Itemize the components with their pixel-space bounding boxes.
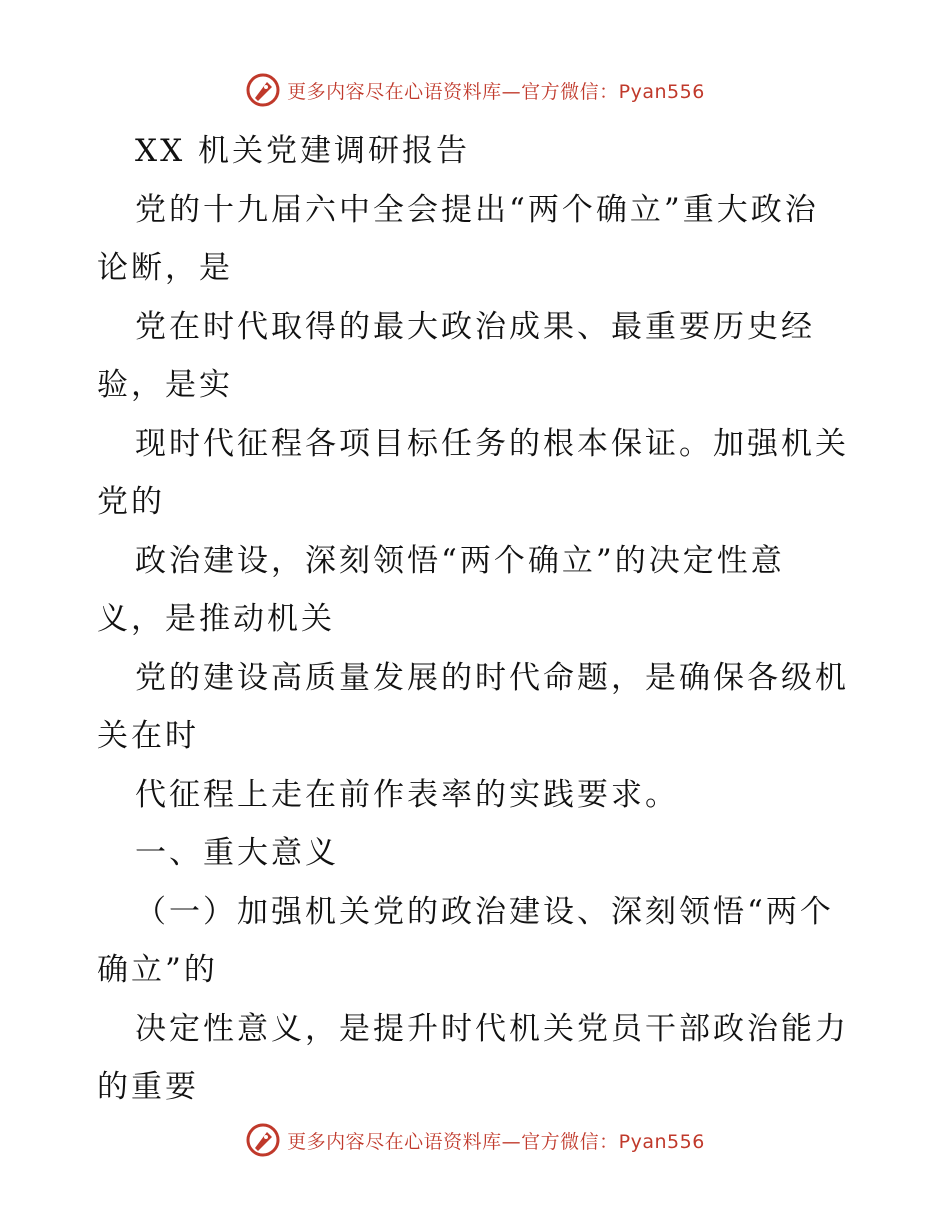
document-title: XX 机关党建调研报告 <box>135 133 470 169</box>
paragraph-line: 的重要 <box>97 1069 199 1105</box>
paragraph-line: 政治建设，深刻领悟“两个确立”的决定性意 <box>135 542 785 579</box>
paragraph-line: 验，是实 <box>97 367 233 403</box>
pen-nib-logo-icon <box>245 72 281 108</box>
paragraph-line: 确立”的 <box>97 952 218 988</box>
paragraph-line: 决定性意义，是提升时代机关党员干部政治能力 <box>135 1010 849 1047</box>
header-banner <box>0 70 950 110</box>
paragraph-line: （一）加强机关党的政治建设、深刻领悟“两个 <box>135 893 834 930</box>
paragraph-line: 现时代征程各项目标任务的根本保证。加强机关 <box>135 425 849 462</box>
pen-nib-logo-icon <box>245 1122 281 1158</box>
paragraph-line: 一、重大意义 <box>135 835 339 871</box>
paragraph-line: 代征程上走在前作表率的实践要求。 <box>135 776 679 813</box>
footer-banner-text: 更多内容尽在心语资料库—官方微信：Pyan556 <box>287 1130 705 1153</box>
paragraph-line: 论断，是 <box>97 250 233 286</box>
header-banner-text: 更多内容尽在心语资料库—官方微信：Pyan556 <box>287 80 705 103</box>
paragraph-line: 党的十九届六中全会提出“两个确立”重大政治 <box>135 191 819 228</box>
document-body <box>97 122 857 1117</box>
paragraph-line: 党在时代取得的最大政治成果、最重要历史经 <box>135 308 815 345</box>
paragraph-line: 义，是推动机关 <box>97 601 335 637</box>
paragraph-line: 党的建设高质量发展的时代命题，是确保各级机 <box>135 659 849 696</box>
footer-banner <box>0 1120 950 1160</box>
paragraph-line: 关在时 <box>97 718 199 754</box>
paragraph-line: 党的 <box>97 484 165 520</box>
